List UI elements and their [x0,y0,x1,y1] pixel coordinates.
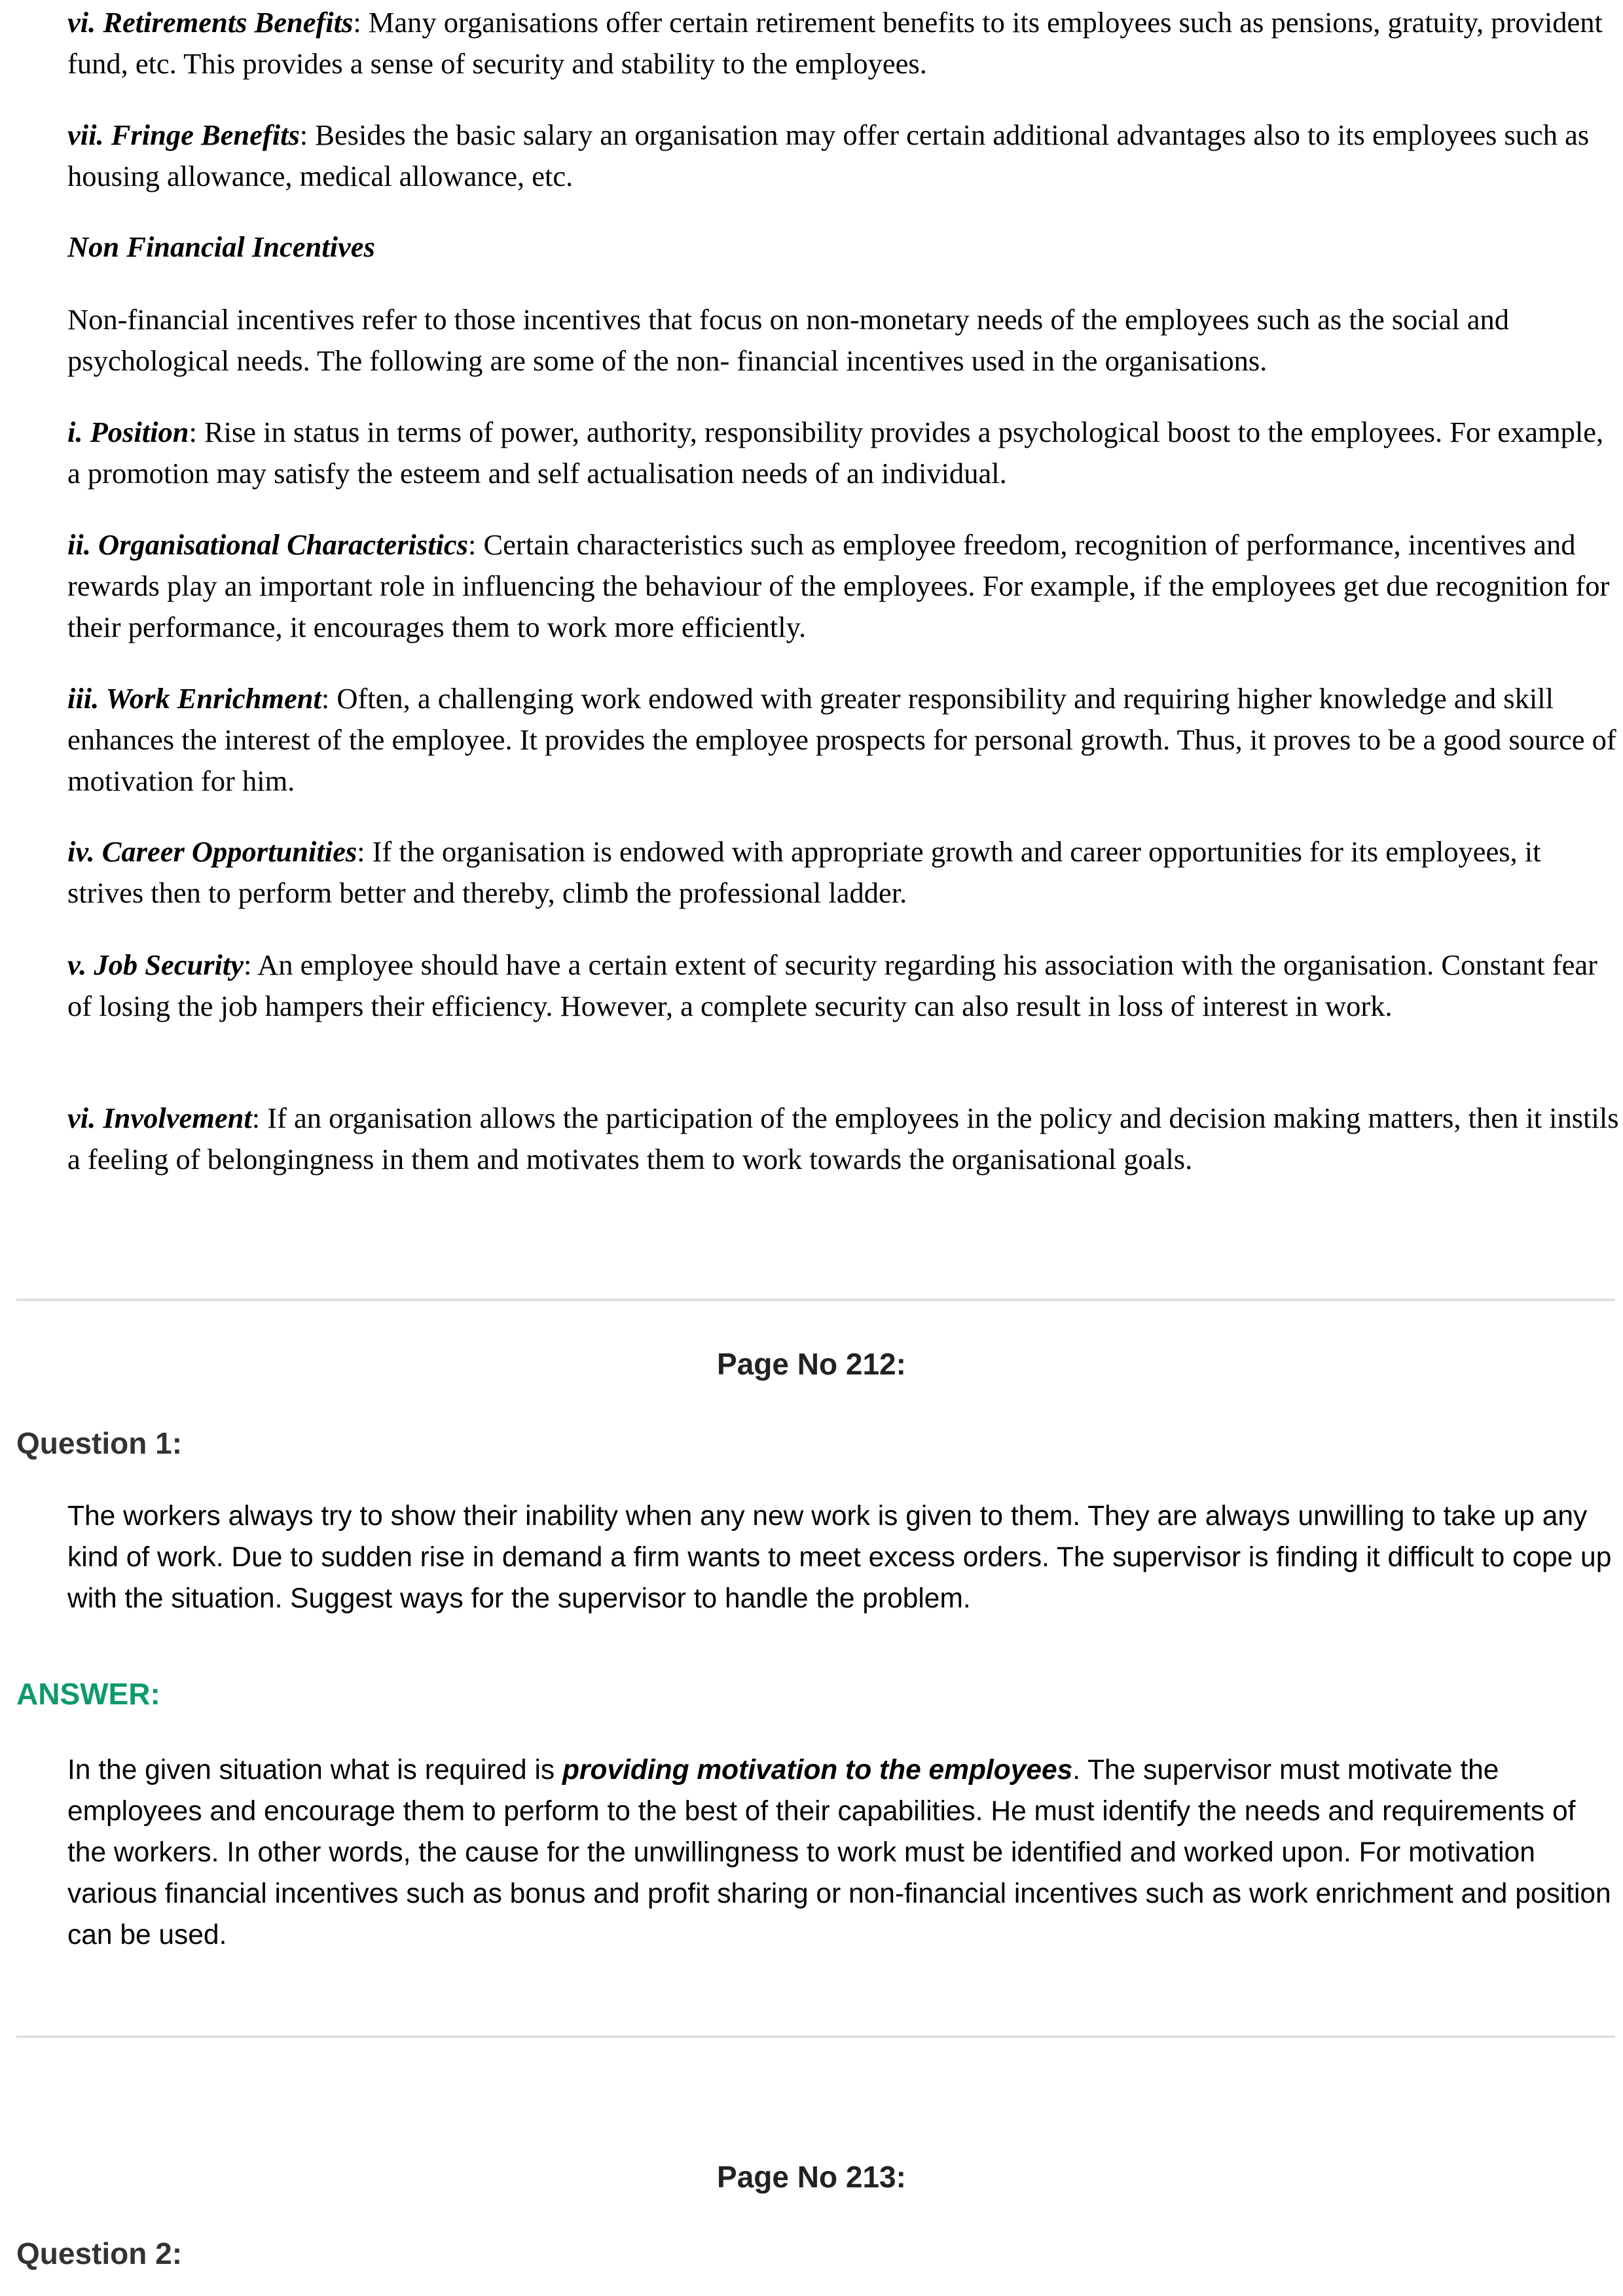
incentive-career-opportunities [67,831,1619,914]
incentive-label: vi. Retirements Benefits [67,6,354,39]
page-number-heading: Page No 213: [717,2160,906,2194]
answer-text [67,1749,1613,1956]
incentive-work-enrichment [67,678,1619,802]
incentive-organisational-characteristics [67,524,1619,648]
incentive-job-security [67,944,1619,1027]
incentive-retirement-benefits [67,2,1619,84]
answer-heading: ANSWER: [16,1677,160,1711]
incentive-involvement [67,1098,1619,1180]
section-divider [16,1299,1615,1301]
page-number-heading: Page No 212: [717,1347,906,1381]
answer-emphasis: providing motivation to the employees [562,1755,1073,1785]
question-heading: Question 2: [16,2236,183,2270]
incentive-position [67,412,1619,494]
question-heading: Question 1: [16,1426,183,1460]
incentive-text: : Rise in status in terms of power, authority, responsibility provides a psychological boost to the employees. For example, a promotion may satisfy the esteem and self actualisation needs of an individual. [67,416,1604,490]
incentive-label: ii. Organisational Characteristics [67,528,468,561]
section-divider [16,2036,1615,2038]
incentive-fringe-benefits [67,115,1619,197]
question-text: The workers always try to show their inability when any new work is given to them. They are always unwilling to take up any kind of work. Due to sudden rise in demand a firm wants to meet excess orders. The supervisor is finding it difficult to cope up with the situation. Suggest ways for the supervisor to handle the problem. [67,1501,1612,1614]
incentive-text: : If an organisation allows the participation of the employees in the policy and decision making matters, then it instils a feeling of belongingness in them and motivates them to work towards the organisational goals. [67,1102,1619,1175]
incentive-label: v. Job Security [67,948,244,981]
incentive-label: i. Position [67,416,189,448]
non-financial-intro: Non-financial incentives refer to those incentives that focus on non-monetary needs of the employees such as the social and psychological needs. The following are some of the non- financial incentives used in the organisations. [67,303,1510,377]
incentive-text: : An employee should have a certain extent of security regarding his association with the organisation. Constant fear of losing the job hampers their efficiency. However, a complete security can also result in loss of interest in work. [67,948,1597,1022]
answer-text-rest: . The supervisor must motivate the employees and encourage them to perform to the best of their capabilities. He must identify the needs and requirements of the workers. In other words, the cause for the unwillingness to work must be identified and worked upon. For motivation various financial incentives such as bonus and profit sharing or non-financial incentives such as work enrichment and position can be used. [67,1755,1611,1950]
incentive-text: : Often, a challenging work endowed with greater responsibility and requiring higher knowledge and skill enhances the interest of the employee. It provides the employee prospects for personal growth. Thus, it proves to be a good source of motivation for him. [67,682,1616,797]
answer-text-intro: In the given situation what is required is [67,1755,562,1785]
incentive-text: : Certain characteristics such as employee freedom, recognition of performance, incentives and rewards play an important role in influencing the behaviour of the employees. For example, if the employees get due recognition for their performance, it encourages them to work more efficiently. [67,528,1610,643]
section-heading-non-financial: Non Financial Incentives [67,230,375,263]
incentive-label: vi. Involvement [67,1102,252,1134]
incentive-label: iii. Work Enrichment [67,682,321,715]
incentive-text: : Many organisations offer certain retirement benefits to its employees such as pensions, gratuity, provident fund, etc. This provides a sense of security and stability to the employees. [67,6,1603,80]
incentive-label: vii. Fringe Benefits [67,118,300,151]
incentive-text: : If the organisation is endowed with appropriate growth and career opportunities for its employees, it strives then to perform better and thereby, climb the professional ladder. [67,835,1541,909]
incentive-text: : Besides the basic salary an organisation may offer certain additional advantages also to its employees such as housing allowance, medical allowance, etc. [67,118,1590,192]
incentive-label: iv. Career Opportunities [67,835,357,868]
